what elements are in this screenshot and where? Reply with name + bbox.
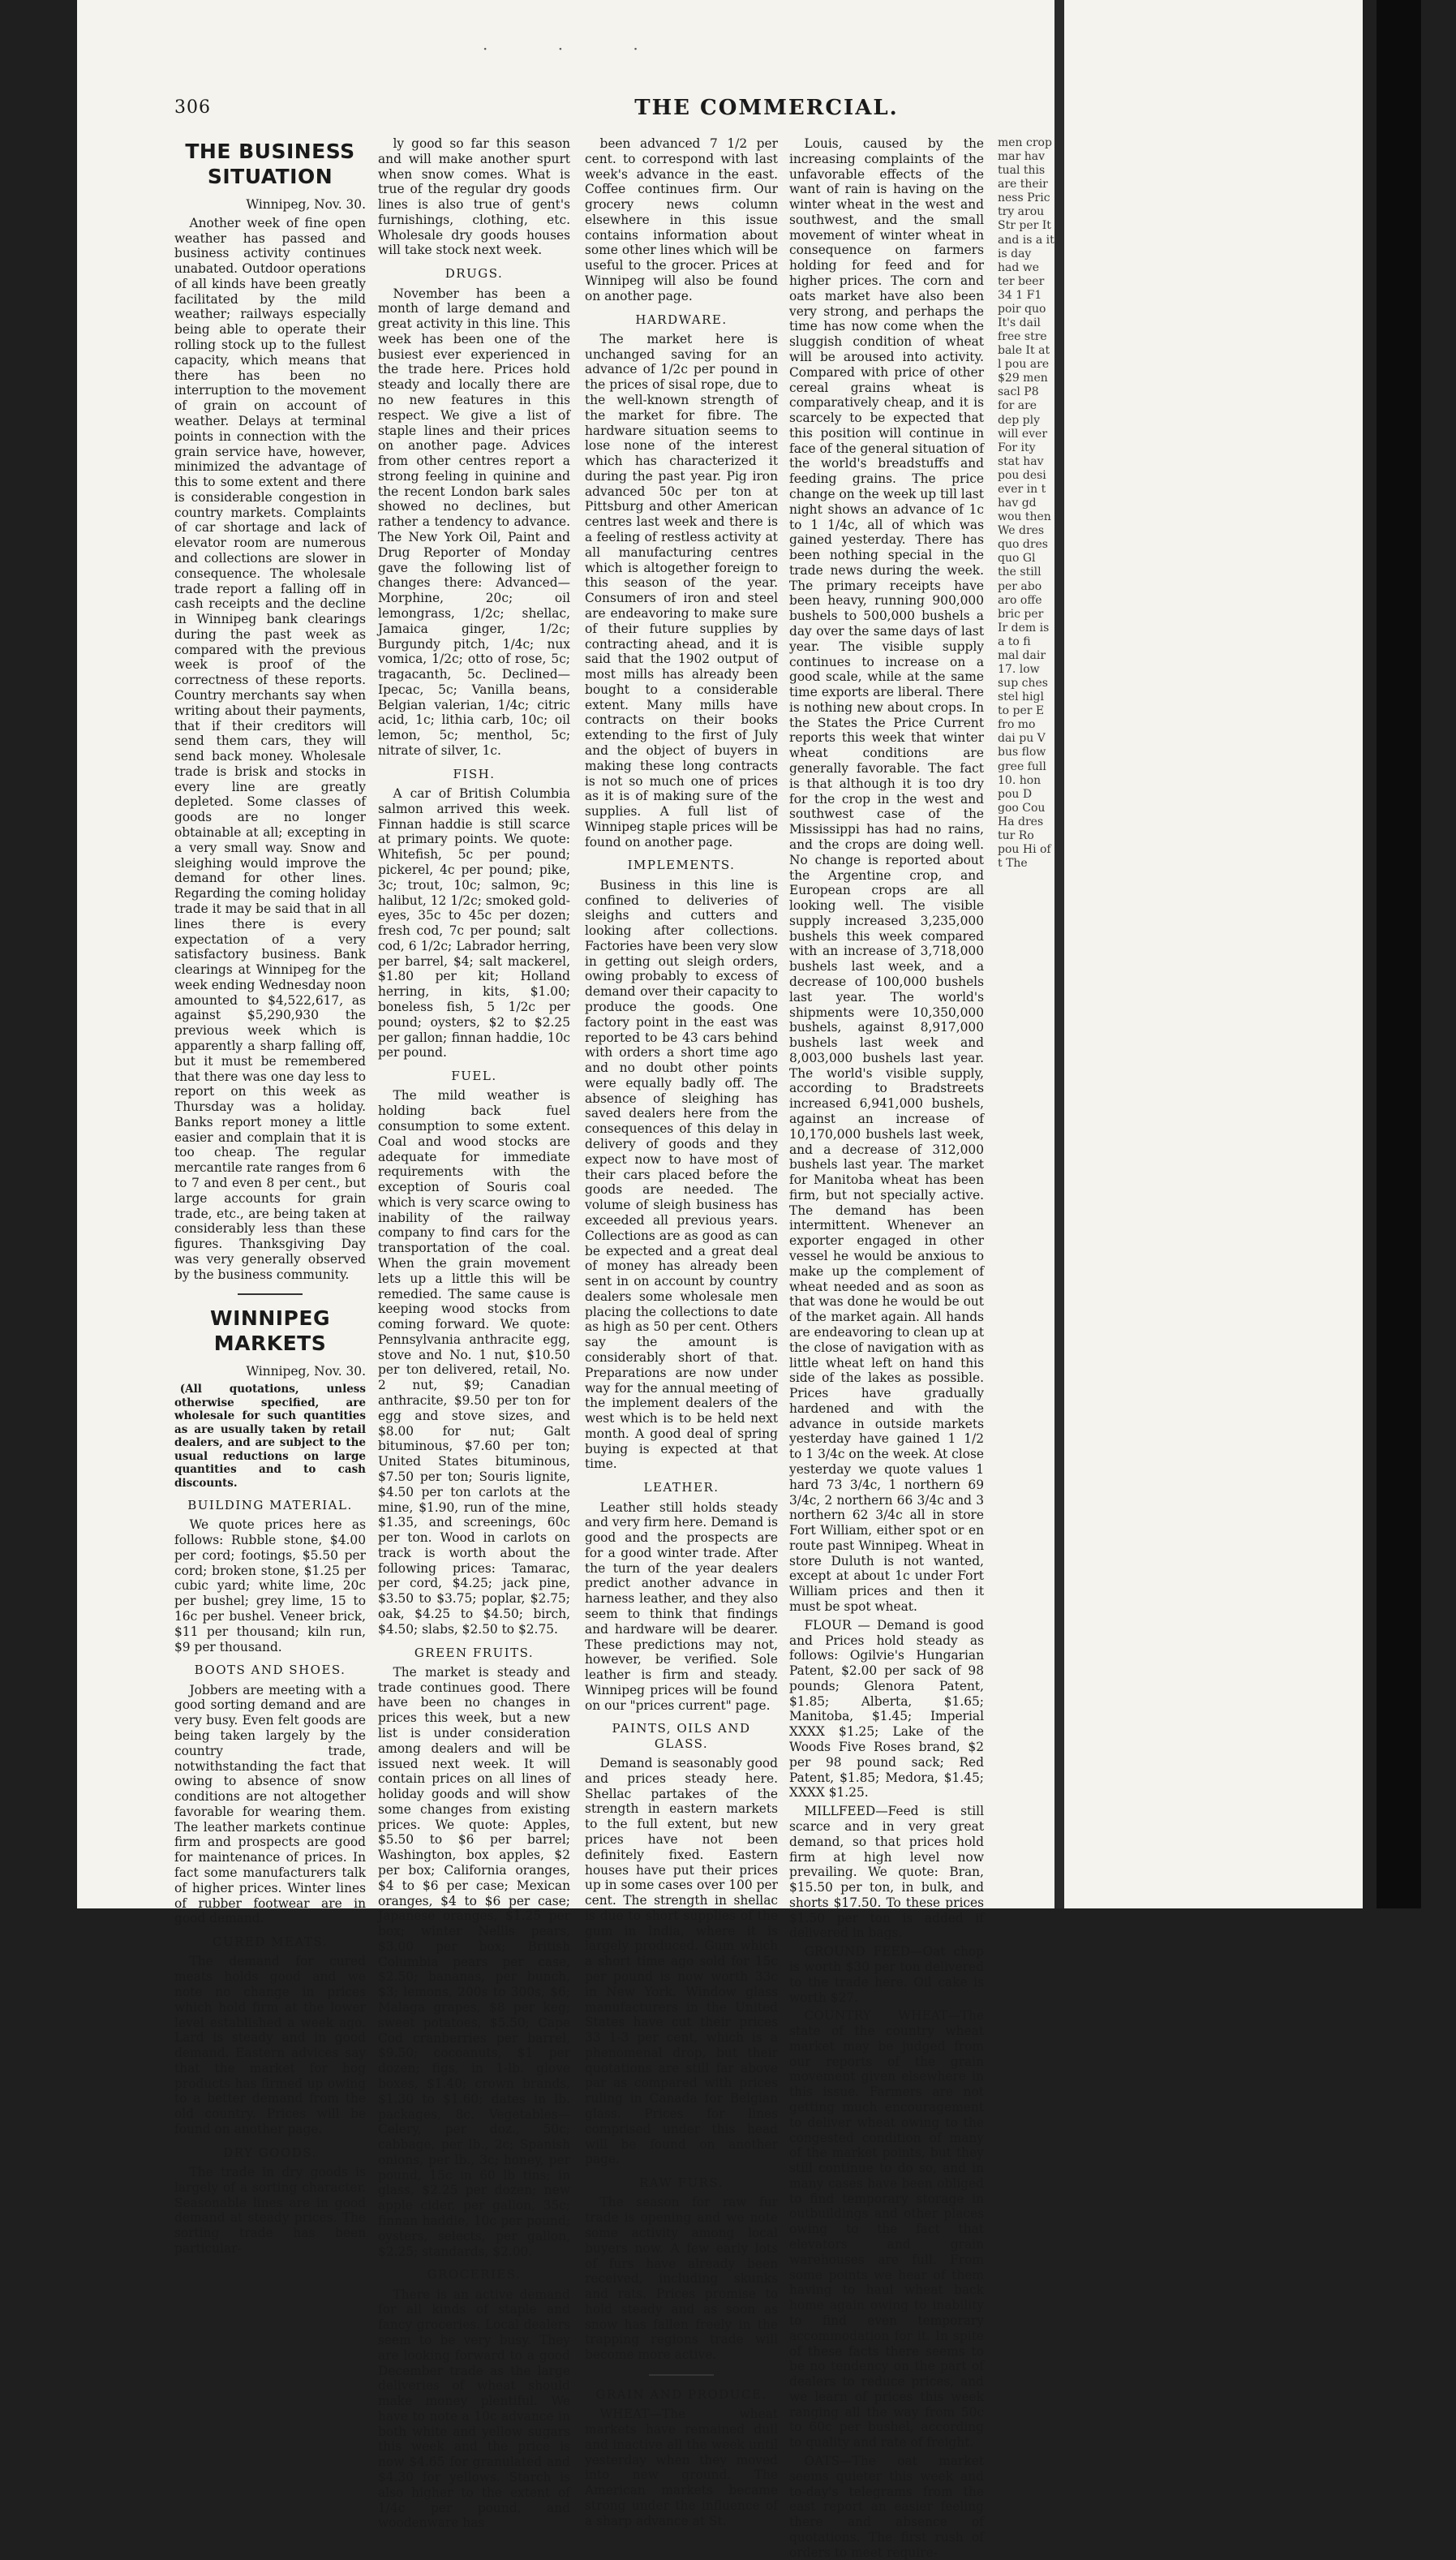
section-paragraph: COUNTRY WHEAT—The state of the country wheat market may be judged from our reports of the grain movement given elsewhere in this issue. Farmers are not getting much encouragement to deliver wheat owing to the congested condition of many of the market points, but they still continue to do so, and in many cases have been obliged to find temporary storage in outbuildings and other places owing to the fact that elevators and grain warehouses are full. From some points we hear of them having to haul wheat back home again owing to inability to find even temporary accommodation for it. In spite of these facts there seems to be no tendency on the part of dealers to reduce prices, and we learn of prices this week ranging all the way from 50c to 60c per bushel, according to quality and rate of freight. <box>789 2008 984 2450</box>
section-paragraph: Jobbers are meeting with a good sorting demand and are very busy. Even felt goods are being taken largely by the country trade, notwithstanding the fact that owing to absence of snow conditions are not altogether favorable for wearing them. The leather markets continue firm and prospects are good for maintenance of prices. In fact some manufacturers talk of higher prices. Winter lines of rubber footwear are in good demand. <box>174 1682 366 1926</box>
column-3 <box>585 136 778 2528</box>
section-paragraph: been advanced 7 1/2 per cent. to correspond with last week's advance in the east. Coffee continues firm. Our grocery news column elsewhere in this issue contains information about some other lines which will be useful to the grocer. Prices at Winnipeg will also be found on another page. <box>585 136 778 303</box>
section-heading-building: BUILDING MATERIAL. <box>187 1498 353 1512</box>
section-heading-raw-furs: RAW FURS. <box>638 2175 724 2191</box>
article-paragraph: Another week of fine open weather has passed and business activity continues unabated. Outdoor operations of all kinds have been greatly facilitated by the mild weather; railways especially being able to operate their rolling stock up to the fullest capacity, which means that there has been no interruption to the movement of grain on account of weather. Delays at terminal points in connection with the grain service have, however, minimized the advantage of this to some extent and there is considerable congestion in country markets. Complaints of car shortage and lack of elevator room are numerous and collections are slower in consequence. The wholesale trade report a falling off in cash receipts and the decline in Winnipeg bank clearings during the past week as compared with the previous week is proof of the correctness of these reports. Country merchants say when writing about their payments, that if their creditors will send them cars, they will send back money. Wholesale trade is brisk and stocks in every line are greatly depleted. Some classes of goods are no longer obtainable at all; excepting in a very small way. Snow and sleighing would improve the demand for other lines. Regarding the coming holiday trade it may be said that in all lines there is every expectation of a very satisfactory business. Bank clearings at Winnipeg for the week ending Wednesday noon amounted to $4,522,617, as against $5,290,930 the previous week which is apparently a sharp falling off, but it must be remembered that there was one day less to report on this week as Thursday was a holiday. Banks report money a little easier and complain that it is too cheap. The regular mercantile rate ranges from 6 to 7 and even 8 per cent., but large accounts for grain trade, etc., are being taken at considerably less than these figures. Thanksgiving Day was very generally observed by the business community. <box>174 215 366 1282</box>
column-1 <box>174 136 366 2256</box>
headline-winnipeg-markets: WINNIPEG MARKETS <box>210 1306 330 1355</box>
divider <box>649 2374 714 2376</box>
section-paragraph: We quote prices here as follows: Rubble stone, $4.00 per cord; footings, $5.50 per cord; broken stone, $1.25 per cubic yard; white lime, 20c per bushel; grey lime, 15 to 16c per bushel. Veneer brick, $11 per thousand; kiln run, $9 per thousand. <box>174 1517 366 1654</box>
section-heading-paints: PAINTS, OILS AND GLASS. <box>612 1721 751 1751</box>
section-paragraph: WHEAT—The wheat markets have remained dull and inactive all the week until yesterday when they moved into new ground. The American markets became strong under the influence of a sharp advance at St. <box>585 2407 778 2528</box>
section-heading-fish: FISH. <box>453 766 496 781</box>
section-paragraph: OATS—The oat market seems quieter this week and to-day's telegrams from the east report an easier feeling there and absence of quotations. The first rush of orders to meet require- <box>789 2453 984 2560</box>
scan-artifact: · · · <box>483 39 671 58</box>
section-paragraph: Business in this line is confined to deliveries of sleighs and cutters and looking after collections. Factories have been very slow in getting out sleigh orders, owing probably to excess of demand over their capacity to produce the goods. One factory point in the east was reported to be 43 cars behind with orders a short time ago and no doubt other points were equally badly off. The absence of sleighing has saved dealers here from the consequences of this delay in delivery of goods and they expect now to have most of their cars placed before the goods are needed. The volume of sleigh business has exceeded all previous years. Collections are as good as can be expected and a great deal of money has already been sent in on account by country dealers some wholesale men placing the collections to date as high as 50 per cent. Others say the amount is considerably short of that. Preparations are now under way for the annual meeting of the implement dealers of the west which is to be held next month. A good deal of spring buying is expected at that time. <box>585 877 778 1472</box>
section-heading-hardware: HARDWARE. <box>635 312 728 327</box>
section-paragraph: The market is steady and trade continues good. There have been no changes in prices this week, but a new list is under consideration among dealers and will be issued next week. It will contain prices on all lines of holiday goods and will show some changes from existing prices. We quote: Apples, $5.50 to $6 per barrel; Washington, box apples, $2 per box; California oranges, $4 to $6 per case; Mexican oranges, $4 to $6 per case; Japanese oranges, $1.25 per box; winter Nellis pears, $3.00 per box; British Columbia pears per case, $2.50; bananas, per bunch, $3; lemons, 200s to 300s, $6; Malaga grapes, $8 per keg; sweet potatoes, $5.50; Cape Cod cranberries per barrel, $9.50; cocoanuts, $1 per dozen; figs, in 1-lb. glove boxes, $1.40; crown brands, $1.30 to $1.60; dates in lb. packages, 8c. Vegetables—Celery, per doz., 50c; cabbage, per lb., 2c; Spanish onions, per lb., 3c; honey, per pound, 15c in 60 lb tins; in glass, $2.25 per dozen; new apple cider, per gallon, 35c; finnan haddie, 10c per pound; oysters, selects, per gallon, $2.25; standards, $2.00. <box>378 1664 570 2259</box>
section-paragraph: Demand is seasonably good and prices steady here. Shellac partakes of the strength in eastern markets to the full extent, but new prices have not been definitely fixed. Eastern houses have put their prices up in some cases over 100 per cent. The strength in shellac is due to short supplies of the gum in India, where it is largely produced. Gum which a short time ago sold for 15c per pound is now worth 33c in New York. Window glass manufacturers in the United States have cut their prices 33 1-3 per cent, which is a phenomenal drop, but their quotations are still far above par as compared with prices ruling in Canada for Belgian glass. Prices for lines comprised under this head will be found on another page. <box>585 1756 778 2167</box>
section-heading-dry-goods: DRY GOODS. <box>223 2145 317 2160</box>
page-number: 306 <box>174 97 211 118</box>
newspaper-page <box>77 0 1363 2560</box>
page-spine <box>1054 0 1064 1908</box>
section-paragraph: The trade in dry goods is largely of a sorting character. Seasonable lines are in good demand at steady prices. The sorting trade has been particular- <box>174 2165 366 2256</box>
section-heading-implements: IMPLEMENTS. <box>627 858 736 873</box>
quotation-note: (All quotations, unless otherwise specified, are wholesale for such quantities as are usually taken by retail dealers, and are subject to the usual reductions on large quantities and to cash discounts. <box>174 1383 366 1490</box>
section-heading-drugs: DRUGS. <box>445 266 504 282</box>
section-paragraph: MILLFEED—Feed is still scarce and in very great demand, so that prices hold firm at high level now prevailing. We quote: Bran, $15.50 per ton, in bulk, and shorts $17.50. To these prices $1.50 per ton is added if delivered in bags. <box>789 1804 984 1941</box>
section-paragraph: The season for raw fur trade is opening and we note some activity among local buyers now. A few early lots of furs have already been received, including skunks and rats. Prices promise to hold steady and as soon as snow has fallen freely in the trapping regions trade will become more active. <box>585 2195 778 2363</box>
column-2 <box>378 136 570 2531</box>
section-paragraph: FLOUR — Demand is good and Prices hold steady as follows: Ogilvie's Hungarian Patent, $2.00 per sack of 98 pounds; Glenora Patent, $1.85; Alberta, $1.65; Manitoba, $1.45; Imperial XXXX $1.25; Lake of the Woods Five Roses brand, $2 per 98 pound sack; Red Patent, $1.85; Medora, $1.45; XXXX $1.25. <box>789 1617 984 1801</box>
column-5-cropped <box>998 136 1054 1848</box>
section-heading-grain: GRAIN AND PRODUCE. <box>595 2387 767 2403</box>
cropped-text: men crop mar hav tual this are their ness Pric try arou Str per It and is a it is day had we ter beer 34 1 F1 poir quo It's dail free stre bale It at l pou are $29 men sacl P8 for are dep ply will ever For ity stat hav pou desi ever in t hav gd wou then We dres quo dres quo Gl the still per abo aro offe bric per Ir dem is a to fi mal dair 17. low sup ches stel higl to per E fro mo dai pu V bus flow gree full 10. hon pou D goo Cou Ha dres tur Ro pou Hi of t The <box>998 136 1054 871</box>
section-heading-leather: LEATHER. <box>643 1480 719 1495</box>
section-paragraph: Leather still holds steady and very firm here. Demand is good and the prospects are for a good winter trade. After the turn of the year dealers predict another advance in harness leather, and they also seem to think that findings and hardware will be dearer. These predictions may not, however, be verified. Sole leather is firm and steady. Winnipeg prices will be found on our "prices current" page. <box>585 1499 778 1713</box>
dateline: Winnipeg, Nov. 30. <box>246 197 366 212</box>
section-paragraph: Louis, caused by the increasing complaints of the unfavorable effects of the want of rain is having on the winter wheat in the west and southwest, and the small movement of winter wheat in consequence on farmers holding for feed and for higher prices. The corn and oats market have also been very strong, and perhaps the time has now come when the sluggish condition of wheat will be aroused into activity. Compared with price of other cereal grains wheat is comparatively cheap, and it is scarcely to be expected that this position will continue in face of the general situation of the world's breadstuffs and feeding grains. The price change on the week up till last night shows an advance of 1c to 1 1/4c, all of which was gained yesterday. There has been nothing special in the trade news during the week. The primary receipts have been heavy, running 900,000 bushels to 500,000 bushels a day over the same days of last year. The visible supply continues to increase on a good scale, while at the same time exports are liberal. There is nothing new about crops. In the States the Price Current reports this week that winter wheat conditions are generally favorable. The fact is that although it is too dry for the crop in the west and southwest case of the Mississippi has had no rains, and the crops are doing well. No change is reported about the Argentine crop, and European crops are all looking well. The visible supply increased 3,235,000 bushels this week compared with an increase of 3,718,000 bushels last week, and a decrease of 100,000 bushels last year. The world's shipments were 10,350,000 bushels, against 8,917,000 bushels last week and 8,003,000 bushels last year. The world's visible supply, according to Bradstreets increased 6,941,000 bushels, against an increase of 10,170,000 bushels last week, and a decrease of 312,000 bushels last year. The market for Manitoba wheat has been firm, but not specially active. The demand has been intermittent. Whenever an exporter engaged in other vessel he would be anxious to make up the complement of wheat needed and as soon as that was done he would be out of the market again. All hands are endeavoring to clean up at the close of navigation with as little wheat left on hand this side of the lakes as possible. Prices have gradually hardened and with the advance in outside markets yesterday have gained 1 1/2 to 1 3/4c on the week. At close yesterday we quote values 1 hard 73 3/4c, 1 northern 69 3/4c, 2 northern 66 3/4c and 3 northern 62 3/4c all in store Fort William, either spot or en route past Winnipeg. Wheat in store Duluth is not wanted, except at about 1c under Fort William prices and then it must be spot wheat. <box>789 136 985 1614</box>
masthead-title: THE COMMERCIAL. <box>634 96 899 120</box>
section-paragraph: November has been a month of large demand and great activity in this line. This week has been one of the busiest ever experienced in the trade here. Prices hold steady and locally there are no new features in this respect. We give a list of staple lines and their prices on another page. Advices from other centres report a strong feeling in quinine and the recent London bark sales showed no declines, but rather a tendency to advance. The New York Oil, Paint and Drug Reporter of Monday gave the following list of changes there: Advanced—Morphine, 20c; oil lemongrass, 1/2c; shellac, Jamaica ginger, 1/2c; Burgundy pitch, 1/4c; nux vomica, 1/2c; otto of rose, 5c; tragacanth, 5c. Declined—Ipecac, 5c; Vanilla beans, Belgian valerian, 1/4c; citric acid, 1c; lithia carb, 10c; oil lemon, 5c; menthol, 5c; nitrate of silver, 1c. <box>378 286 570 758</box>
scan-border <box>1377 0 1421 1908</box>
section-paragraph: The mild weather is holding back fuel consumption to some extent. Coal and wood stocks are adequate for immediate requirements with the exception of Souris coal which is very scarce owing to inability of the railway company to find cars for the transportation of the coal. When the grain movement lets up a little this will be remedied. The same cause is keeping wood stocks from coming forward. We quote: Pennsylvania anthracite egg, stove and No. 1 nut, $10.50 per ton delivered, retail, No. 2 nut, $9; Canadian anthracite, $9.50 per ton for egg and stove sizes, and $8.00 for nut; Galt bituminous, $7.60 per ton; United States bituminous, $7.50 per ton; Souris lignite, $4.50 per ton carlots at the mine, $1.90, run of the mine, $1.35, and screenings, 60c per ton. Wood in carlots on track is worth about the following prices: Tamarac, per cord, $4.25; jack pine, $3.50 to $3.75; poplar, $2.75; oak, $4.25 to $4.50; birch, $4.50; slabs, $2.50 to $2.75. <box>378 1088 570 1637</box>
section-paragraph: A car of British Columbia salmon arrived this week. Finnan haddie is still scarce at primary points. We quote: Whitefish, 5c per pound; pickerel, 4c per pound; pike, 3c; trout, 10c; salmon, 9c; halibut, 12 1/2c; smoked gold-eyes, 35c to 45c per dozen; fresh cod, 7c per pound; salt cod, 6 1/2c; Labrador herring, per barrel, $4; salt mackerel, $1.80 per kit; Holland herring, in kits, $1.00; boneless fish, 5 1/2c per pound; oysters, $2 to $2.25 per gallon; finnan haddie, 10c per pound. <box>378 786 570 1061</box>
column-4 <box>789 136 985 2560</box>
section-heading-cured-meats: CURED MEATS. <box>213 1934 328 1950</box>
section-heading-groceries: GROCERIES. <box>427 2267 522 2282</box>
section-paragraph: GROUND FEED—Oat chop is worth $30 per ton delivered to the trade here. Oil cake is worth $27. <box>789 1944 984 2005</box>
section-heading-fuel: FUEL. <box>451 1069 497 1084</box>
divider <box>238 1293 303 1295</box>
section-paragraph: There is an active demand for all kinds of staple and fancy groceries. Local dealers seem to be very busy. They are looking forward to a good December trade as the large deliveries of wheat should make money plentiful. We have to note a 10c advance in both white and yellow sugars this week and the price is now $4.65 for granulated and $4.30 for yellows. Starch is also higher to the extent of 1/4c per pound, and woodenware has <box>378 2287 570 2531</box>
section-paragraph: The market here is unchanged saving for an advance of 1/2c per pound in the prices of sisal rope, due to the well-known strength of the market for fibre. The hardware situation seems to lose none of the interest which has characterized it during the past year. Pig iron advanced 50c per ton at Pittsburg and other American centres last week and there is a feeling of restless activity at all manufacturing centres which is altogether foreign to this season of the year. Consumers of iron and steel are endeavoring to make sure of their future supplies by contracting ahead, and it is said that the 1902 output of most mills has already been bought to a considerable extent. Many mills have contracts on their books extending to the first of July and the object of buyers in making these long contracts is not so much one of prices as it is of making sure of the supplies. A full list of Winnipeg staple prices will be found on another page. <box>585 331 778 850</box>
section-heading-green-fruits: GREEN FRUITS. <box>414 1645 535 1660</box>
section-paragraph: ly good so far this season and will make another spurt when snow comes. What is true of the regular dry goods lines is also true of gent's furnishings, clothing, etc. Wholesale dry goods houses will take stock next week. <box>378 136 570 258</box>
section-paragraph: The demand for cured meats holds good and we note no change in prices which hold firm at the lower level established a week ago. Lard is steady and in good demand. Eastern advices say that the market for hog products has firmed up owing to a better demand from the old country. Prices will be found on another page. <box>174 1954 366 2137</box>
dateline: Winnipeg, Nov. 30. <box>246 1364 366 1379</box>
section-heading-boots: BOOTS AND SHOES. <box>194 1663 346 1678</box>
headline-business-situation: THE BUSINESS SITUATION <box>185 140 355 188</box>
